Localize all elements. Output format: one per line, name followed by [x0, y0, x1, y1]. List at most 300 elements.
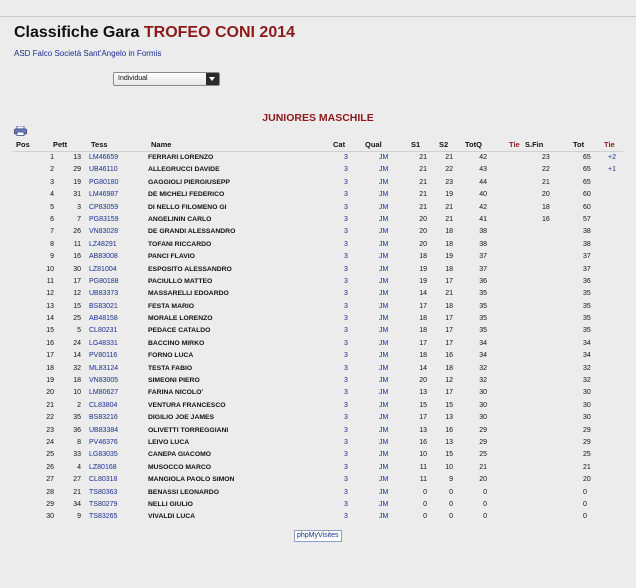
table-row — [13, 350, 623, 362]
cell-cat: 3 — [344, 352, 348, 360]
table-header-row — [13, 138, 623, 152]
cell-s2: 15 — [445, 451, 453, 459]
cell-tot: 57 — [583, 215, 591, 223]
cell-qual: JM — [379, 389, 389, 397]
page-title — [14, 24, 295, 42]
table-row — [13, 499, 623, 511]
cell-tess: PV46376 — [89, 438, 118, 446]
cell-qual: JM — [379, 451, 389, 459]
cell-totq: 41 — [479, 215, 487, 223]
cell-s1: 21 — [419, 154, 427, 161]
table-row — [13, 164, 623, 176]
cell-totq: 37 — [479, 253, 487, 261]
cell-tess: UB46110 — [89, 166, 118, 174]
cell-s2: 21 — [445, 154, 453, 161]
cell-s1: 20 — [419, 228, 427, 236]
cell-tot: 21 — [583, 463, 591, 471]
cell-s1: 11 — [419, 463, 427, 471]
cell-qual: JM — [379, 166, 389, 174]
col-header-tie-final[interactable]: Tie — [604, 140, 615, 149]
table-row — [13, 338, 623, 350]
cell-cat: 3 — [344, 178, 348, 186]
cell-totq: 30 — [479, 401, 487, 409]
cell-pos: 28 — [46, 488, 54, 496]
cell-name: VIVALDI LUCA — [148, 513, 196, 521]
cell-pos: 1 — [50, 154, 54, 161]
cell-totq: 20 — [479, 476, 487, 484]
cell-s2: 17 — [445, 389, 453, 397]
cell-tess: BS83216 — [89, 414, 118, 422]
cell-name: DI NELLO FILOMENO GI — [148, 203, 227, 211]
cell-s1: 17 — [419, 302, 427, 310]
cell-name: MASSARELLI EDOARDO — [148, 290, 229, 298]
cell-s2: 12 — [445, 377, 453, 385]
col-header-name[interactable]: Name — [151, 140, 172, 149]
cell-s1: 18 — [419, 253, 427, 261]
cell-name: FESTA MARIO — [148, 302, 195, 310]
cell-cat: 3 — [344, 339, 348, 347]
cell-pos: 29 — [46, 500, 54, 508]
cell-name: VENTURA FRANCESCO — [148, 401, 226, 409]
cell-s2: 21 — [445, 215, 453, 223]
cell-qual: JM — [379, 500, 389, 508]
cell-pos: 24 — [46, 438, 54, 446]
cell-cat: 3 — [344, 315, 348, 323]
cell-tot: 0 — [583, 513, 587, 521]
cell-s1: 18 — [419, 352, 427, 360]
cell-pett: 34 — [73, 500, 81, 508]
title-accent: TROFEO CONI 2014 — [143, 24, 296, 41]
cell-cat: 3 — [344, 154, 348, 161]
table-row — [13, 437, 623, 449]
cell-name: SIMEONI PIERO — [148, 377, 200, 385]
cell-totq: 32 — [479, 364, 487, 372]
cell-pett: 11 — [73, 240, 81, 248]
cell-name: PEDACE CATALDO — [148, 327, 211, 335]
cell-sfin: 16 — [542, 215, 550, 223]
cell-qual: JM — [379, 401, 389, 409]
cell-qual: JM — [379, 302, 389, 310]
cell-pett: 30 — [73, 265, 81, 273]
cell-tot: 60 — [583, 203, 591, 211]
cell-totq: 40 — [479, 191, 487, 199]
cell-s1: 0 — [423, 500, 427, 508]
table-row — [13, 462, 623, 474]
cell-cat: 3 — [344, 302, 348, 310]
cell-s1: 20 — [419, 240, 427, 248]
cell-totq: 0 — [483, 488, 487, 496]
cell-s2: 18 — [445, 265, 453, 273]
cell-pett: 18 — [73, 377, 81, 385]
cell-tot: 30 — [583, 401, 591, 409]
cell-sfin: 21 — [542, 178, 550, 186]
cell-cat: 3 — [344, 389, 348, 397]
col-header-pos[interactable]: Pos — [16, 140, 30, 149]
cell-pos: 27 — [46, 476, 54, 484]
cell-pos: 13 — [46, 302, 54, 310]
table-row — [13, 189, 623, 201]
cell-pos: 8 — [50, 240, 54, 248]
cell-s2: 10 — [445, 463, 453, 471]
cell-name: OLIVETTI TORREGGIANI — [148, 426, 229, 434]
cell-totq: 30 — [479, 414, 487, 422]
cell-qual: JM — [379, 463, 389, 471]
cell-s2: 18 — [445, 302, 453, 310]
cell-qual: JM — [379, 352, 389, 360]
table-row — [13, 214, 623, 226]
cell-totq: 35 — [479, 302, 487, 310]
cell-cat: 3 — [344, 476, 348, 484]
cell-totq: 35 — [479, 315, 487, 323]
cell-name: FARINA NICOLO' — [148, 389, 203, 397]
cell-pos: 9 — [50, 253, 54, 261]
cell-qual: JM — [379, 290, 389, 298]
cell-tess: TS83265 — [89, 513, 118, 521]
club-link[interactable]: ASD Falco Società Sant'Angelo in Formis — [14, 49, 162, 58]
cell-qual: JM — [379, 364, 389, 372]
cell-pos: 7 — [50, 228, 54, 236]
cell-qual: JM — [379, 203, 389, 211]
cell-tess: PG80188 — [89, 277, 119, 285]
cell-pos: 22 — [46, 414, 54, 422]
cell-tess: LM46987 — [89, 191, 119, 199]
cell-name: PACIULLO MATTEO — [148, 277, 213, 285]
cell-s1: 14 — [419, 290, 427, 298]
table-row — [13, 400, 623, 412]
cell-s1: 18 — [419, 327, 427, 335]
cell-name: ANGELININ CARLO — [148, 215, 212, 223]
cell-totq: 42 — [479, 203, 487, 211]
cell-tess: LG83035 — [89, 451, 118, 459]
cell-tess: AB83008 — [89, 253, 118, 261]
cell-pett: 29 — [73, 166, 81, 174]
cell-pett: 3 — [77, 203, 81, 211]
cell-pett: 13 — [73, 154, 81, 161]
printer-icon[interactable] — [14, 126, 27, 136]
cell-totq: 25 — [479, 451, 487, 459]
cell-pos: 18 — [46, 364, 54, 372]
cell-pos: 23 — [46, 426, 54, 434]
cell-qual: JM — [379, 476, 389, 484]
cell-totq: 38 — [479, 228, 487, 236]
table-row — [13, 375, 623, 387]
cell-name: DE MICHELI FEDERICO — [148, 191, 225, 199]
table-row — [13, 425, 623, 437]
cell-qual: JM — [379, 488, 389, 496]
cell-pos: 16 — [46, 339, 54, 347]
cell-pett: 12 — [73, 290, 81, 298]
cell-pett: 15 — [73, 302, 81, 310]
cell-name: GAGGIOLI PIERGIUSEPP — [148, 178, 230, 186]
cell-sfin: 18 — [542, 203, 550, 211]
cell-cat: 3 — [344, 401, 348, 409]
col-header-tot[interactable]: Tot — [573, 140, 585, 149]
table-row — [13, 202, 623, 214]
cell-s1: 0 — [423, 513, 427, 521]
category-select[interactable] — [113, 72, 220, 86]
cell-name: BACCINO MIRKO — [148, 339, 205, 347]
col-header-tess[interactable]: Tess — [91, 140, 108, 149]
cell-name: TESTA FABIO — [148, 364, 193, 372]
cell-s2: 18 — [445, 240, 453, 248]
cell-s1: 16 — [419, 438, 427, 446]
cell-tot: 38 — [583, 240, 591, 248]
cell-qual: JM — [379, 513, 389, 521]
cell-s1: 15 — [419, 401, 427, 409]
cell-tess: CL80318 — [89, 476, 118, 484]
cell-pett: 33 — [73, 451, 81, 459]
cell-cat: 3 — [344, 290, 348, 298]
cell-s1: 13 — [419, 426, 427, 434]
cell-totq: 0 — [483, 513, 487, 521]
cell-tot: 30 — [583, 389, 591, 397]
cell-qual: JM — [379, 315, 389, 323]
cell-tot: 35 — [583, 315, 591, 323]
col-header-cat[interactable]: Cat — [333, 140, 346, 149]
table-row — [13, 449, 623, 461]
cell-tie-final: +1 — [608, 166, 616, 174]
cell-tess: CP83059 — [89, 203, 119, 211]
cell-pett: 31 — [73, 191, 81, 199]
cell-tess: LZ81004 — [89, 265, 117, 273]
cell-tie-final: +2 — [608, 154, 616, 161]
table-row — [13, 251, 623, 263]
cell-s2: 0 — [449, 488, 453, 496]
cell-tess: CL83804 — [89, 401, 118, 409]
cell-s1: 21 — [419, 203, 427, 211]
cell-tot: 38 — [583, 228, 591, 236]
cell-cat: 3 — [344, 253, 348, 261]
chevron-down-icon[interactable] — [206, 73, 219, 85]
table-row — [13, 511, 623, 523]
cell-s2: 9 — [449, 476, 453, 484]
cell-pett: 26 — [73, 228, 81, 236]
cell-name: ALLEGRUCCI DAVIDE — [148, 166, 220, 174]
cell-totq: 36 — [479, 277, 487, 285]
section-title: JUNIORES MASCHILE — [262, 112, 374, 124]
cell-pett: 25 — [73, 315, 81, 323]
cell-cat: 3 — [344, 414, 348, 422]
cell-name: DE GRANDI ALESSANDRO — [148, 228, 236, 236]
cell-sfin: 20 — [542, 191, 550, 199]
cell-s2: 13 — [445, 414, 453, 422]
cell-sfin: 23 — [542, 154, 550, 161]
cell-s2: 21 — [445, 290, 453, 298]
cell-totq: 34 — [479, 339, 487, 347]
cell-s2: 18 — [445, 364, 453, 372]
results-table — [13, 138, 623, 524]
cell-cat: 3 — [344, 377, 348, 385]
cell-name: MUSOCCO MARCO — [148, 463, 212, 471]
cell-tot: 0 — [583, 488, 587, 496]
cell-pos: 4 — [50, 191, 54, 199]
cell-cat: 3 — [344, 364, 348, 372]
cell-pos: 10 — [46, 265, 54, 273]
cell-pos: 15 — [46, 327, 54, 335]
cell-s2: 22 — [445, 166, 453, 174]
cell-totq: 0 — [483, 500, 487, 508]
cell-pos: 11 — [46, 277, 54, 285]
cell-cat: 3 — [344, 327, 348, 335]
cell-cat: 3 — [344, 240, 348, 248]
cell-qual: JM — [379, 154, 389, 161]
cell-tess: CL80231 — [89, 327, 118, 335]
cell-s2: 17 — [445, 277, 453, 285]
cell-tess: VN83005 — [89, 377, 119, 385]
cell-pos: 21 — [46, 401, 54, 409]
cell-cat: 3 — [344, 215, 348, 223]
table-row — [13, 226, 623, 238]
cell-cat: 3 — [344, 228, 348, 236]
cell-pett: 14 — [73, 352, 81, 360]
cell-cat: 3 — [344, 463, 348, 471]
cell-totq: 38 — [479, 240, 487, 248]
cell-pett: 24 — [73, 339, 81, 347]
col-header-qual[interactable]: Qual — [365, 140, 382, 149]
cell-totq: 35 — [479, 290, 487, 298]
cell-s2: 16 — [445, 426, 453, 434]
cell-pett: 19 — [73, 178, 81, 186]
cell-name: FERRARI LORENZO — [148, 154, 214, 161]
col-header-s1[interactable]: S1 — [411, 140, 421, 149]
cell-name: ESPOSITO ALESSANDRO — [148, 265, 232, 273]
cell-qual: JM — [379, 240, 389, 248]
cell-s1: 20 — [419, 215, 427, 223]
cell-s2: 13 — [445, 438, 453, 446]
cell-name: LEIVO LUCA — [148, 438, 190, 446]
cell-s2: 0 — [449, 513, 453, 521]
category-select-value: Individual — [118, 75, 148, 82]
col-header-tie[interactable]: Tie — [509, 140, 520, 149]
cell-tess: UB83384 — [89, 426, 119, 434]
cell-tot: 37 — [583, 265, 591, 273]
cell-pett: 5 — [77, 327, 81, 335]
table-row — [13, 387, 623, 399]
cell-tess: BS83021 — [89, 302, 118, 310]
cell-pett: 16 — [73, 253, 81, 261]
cell-s2: 19 — [445, 191, 453, 199]
cell-tot: 35 — [583, 290, 591, 298]
cell-tess: PG83159 — [89, 215, 119, 223]
cell-qual: JM — [379, 438, 389, 446]
cell-pos: 2 — [50, 166, 54, 174]
cell-tess: LZ48291 — [89, 240, 117, 248]
cell-tot: 35 — [583, 302, 591, 310]
cell-qual: JM — [379, 277, 389, 285]
cell-s2: 23 — [445, 178, 453, 186]
cell-s2: 15 — [445, 401, 453, 409]
cell-tess: PG80180 — [89, 178, 119, 186]
cell-cat: 3 — [344, 203, 348, 211]
cell-pos: 5 — [50, 203, 54, 211]
cell-pos: 26 — [46, 463, 54, 471]
cell-name: MANGIOLA PAOLO SIMON — [148, 476, 235, 484]
cell-pos: 30 — [46, 513, 54, 521]
cell-tot: 25 — [583, 451, 591, 459]
cell-pett: 10 — [73, 389, 81, 397]
cell-s1: 21 — [419, 178, 427, 186]
cell-s2: 16 — [445, 352, 453, 360]
cell-totq: 37 — [479, 265, 487, 273]
table-row — [13, 363, 623, 375]
table-row — [13, 152, 623, 164]
cell-s2: 17 — [445, 339, 453, 347]
cell-pett: 7 — [77, 215, 81, 223]
table-row — [13, 313, 623, 325]
cell-s1: 20 — [419, 377, 427, 385]
cell-qual: JM — [379, 228, 389, 236]
cell-cat: 3 — [344, 451, 348, 459]
cell-s2: 19 — [445, 253, 453, 261]
cell-tess: LM80627 — [89, 389, 119, 397]
cell-tot: 37 — [583, 253, 591, 261]
cell-cat: 3 — [344, 513, 348, 521]
cell-cat: 3 — [344, 500, 348, 508]
cell-s1: 0 — [423, 488, 427, 496]
cell-s1: 19 — [419, 277, 427, 285]
cell-s1: 17 — [419, 414, 427, 422]
cell-tess: LZ80168 — [89, 463, 117, 471]
cell-totq: 30 — [479, 389, 487, 397]
col-header-s2[interactable]: S2 — [439, 140, 449, 149]
cell-tess: TS80363 — [89, 488, 118, 496]
cell-name: TOFANI RICCARDO — [148, 240, 212, 248]
col-header-totq[interactable]: TotQ — [465, 140, 482, 149]
table-row — [13, 288, 623, 300]
cell-pett: 2 — [77, 401, 81, 409]
cell-pos: 3 — [50, 178, 54, 186]
cell-qual: JM — [379, 414, 389, 422]
cell-pett: 36 — [73, 426, 81, 434]
cell-s2: 0 — [449, 500, 453, 508]
cell-qual: JM — [379, 215, 389, 223]
cell-name: FORNO LUCA — [148, 352, 194, 360]
cell-s2: 17 — [445, 315, 453, 323]
cell-pett: 21 — [73, 488, 81, 496]
cell-qual: JM — [379, 327, 389, 335]
cell-qual: JM — [379, 339, 389, 347]
cell-pos: 17 — [46, 352, 54, 360]
cell-name: DIGILIO JOE JAMES — [148, 414, 215, 422]
cell-s1: 14 — [419, 364, 427, 372]
table-row — [13, 177, 623, 189]
cell-tot: 20 — [583, 476, 591, 484]
table-row — [13, 487, 623, 499]
cell-s2: 18 — [445, 228, 453, 236]
table-row — [13, 474, 623, 486]
cell-tot: 34 — [583, 352, 591, 360]
cell-totq: 32 — [479, 377, 487, 385]
cell-s1: 18 — [419, 315, 427, 323]
col-header-pett[interactable]: Pett — [53, 140, 68, 149]
cell-tot: 29 — [583, 426, 591, 434]
phpmyvisites-button[interactable]: phpMyVisites — [294, 530, 342, 542]
cell-cat: 3 — [344, 277, 348, 285]
cell-s1: 11 — [419, 476, 427, 484]
cell-tess: PV80116 — [89, 352, 118, 360]
cell-tot: 29 — [583, 438, 591, 446]
cell-tess: VN83028 — [89, 228, 119, 236]
browser-top-bar — [0, 0, 636, 17]
cell-tot: 65 — [583, 166, 591, 174]
col-header-sfin[interactable]: S.Fin — [525, 140, 544, 149]
table-row — [13, 325, 623, 337]
cell-name: CANEPA GIACOMO — [148, 451, 212, 459]
cell-qual: JM — [379, 178, 389, 186]
cell-name: NELLI GIULIO — [148, 500, 193, 508]
cell-totq: 42 — [479, 154, 487, 161]
cell-name: MORALE LORENZO — [148, 315, 213, 323]
